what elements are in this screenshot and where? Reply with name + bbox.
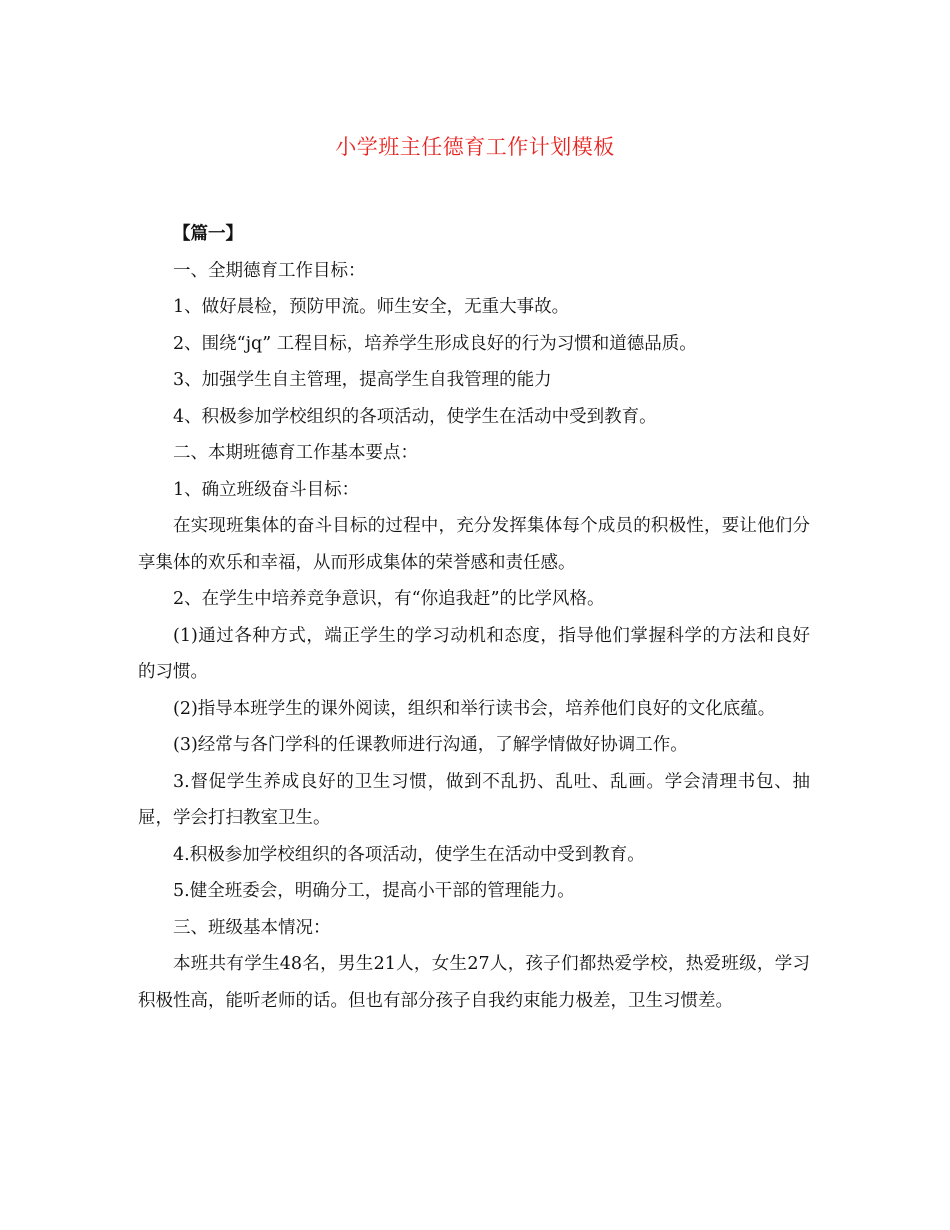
list-item: (3)经常与各门学科的任课教师进行沟通，了解学情做好协调工作。 (173, 735, 688, 755)
document-body (138, 216, 810, 1019)
section-heading: 三、班级基本情况： (173, 917, 331, 938)
list-item: (1)通过各种方式，端正学生的学习动机和态度，指导他们掌握科学的方法和良好的习惯。 (138, 625, 810, 682)
list-item: 2、围绕“jq” 工程目标，培养学生形成良好的行为习惯和道德品质。 (173, 333, 697, 354)
list-item: 3.督促学生养成良好的卫生习惯，做到不乱扔、乱吐、乱画。学会清理书包、抽屉，学会打扫教室卫生。 (138, 771, 810, 828)
page-title: 小学班主任德育工作计划模板 (335, 135, 615, 159)
section-heading: 一、全期德育工作目标： (173, 260, 366, 281)
section-heading-part-one: 【篇一】 (173, 224, 243, 244)
section-heading: 二、本期班德育工作基本要点： (173, 443, 418, 463)
list-item: 2、在学生中培养竞争意识，有“你追我赶”的比学风格。 (173, 589, 605, 609)
list-item: 5.健全班委会，明确分工，提高小干部的管理能力。 (173, 881, 575, 901)
list-item: 3、加强学生自主管理，提高学生自我管理的能力 (173, 370, 552, 390)
list-item: (2)指导本班学生的课外阅读，组织和举行读书会，培养他们良好的文化底蕴。 (173, 698, 776, 719)
body-paragraph: 本班共有学生48名，男生21人，女生27人，孩子们都热爱学校，热爱班级，学习积极性高，能听老师的话。但也有部分孩子自我约束能力极差，卫生习惯差。 (138, 954, 810, 1011)
list-item: 1、做好晨检，预防甲流。师生安全，无重大事故。 (173, 297, 570, 317)
list-item: 4.积极参加学校组织的各项活动，使学生在活动中受到教育。 (173, 844, 645, 865)
list-item: 1、确立班级奋斗目标： (173, 479, 360, 500)
body-paragraph: 在实现班集体的奋斗目标的过程中，充分发挥集体每个成员的积极性，要让他们分享集体的欢乐和幸福，从而形成集体的荣誉感和责任感。 (138, 516, 810, 573)
list-item: 4、积极参加学校组织的各项活动，使学生在活动中受到教育。 (173, 406, 657, 427)
